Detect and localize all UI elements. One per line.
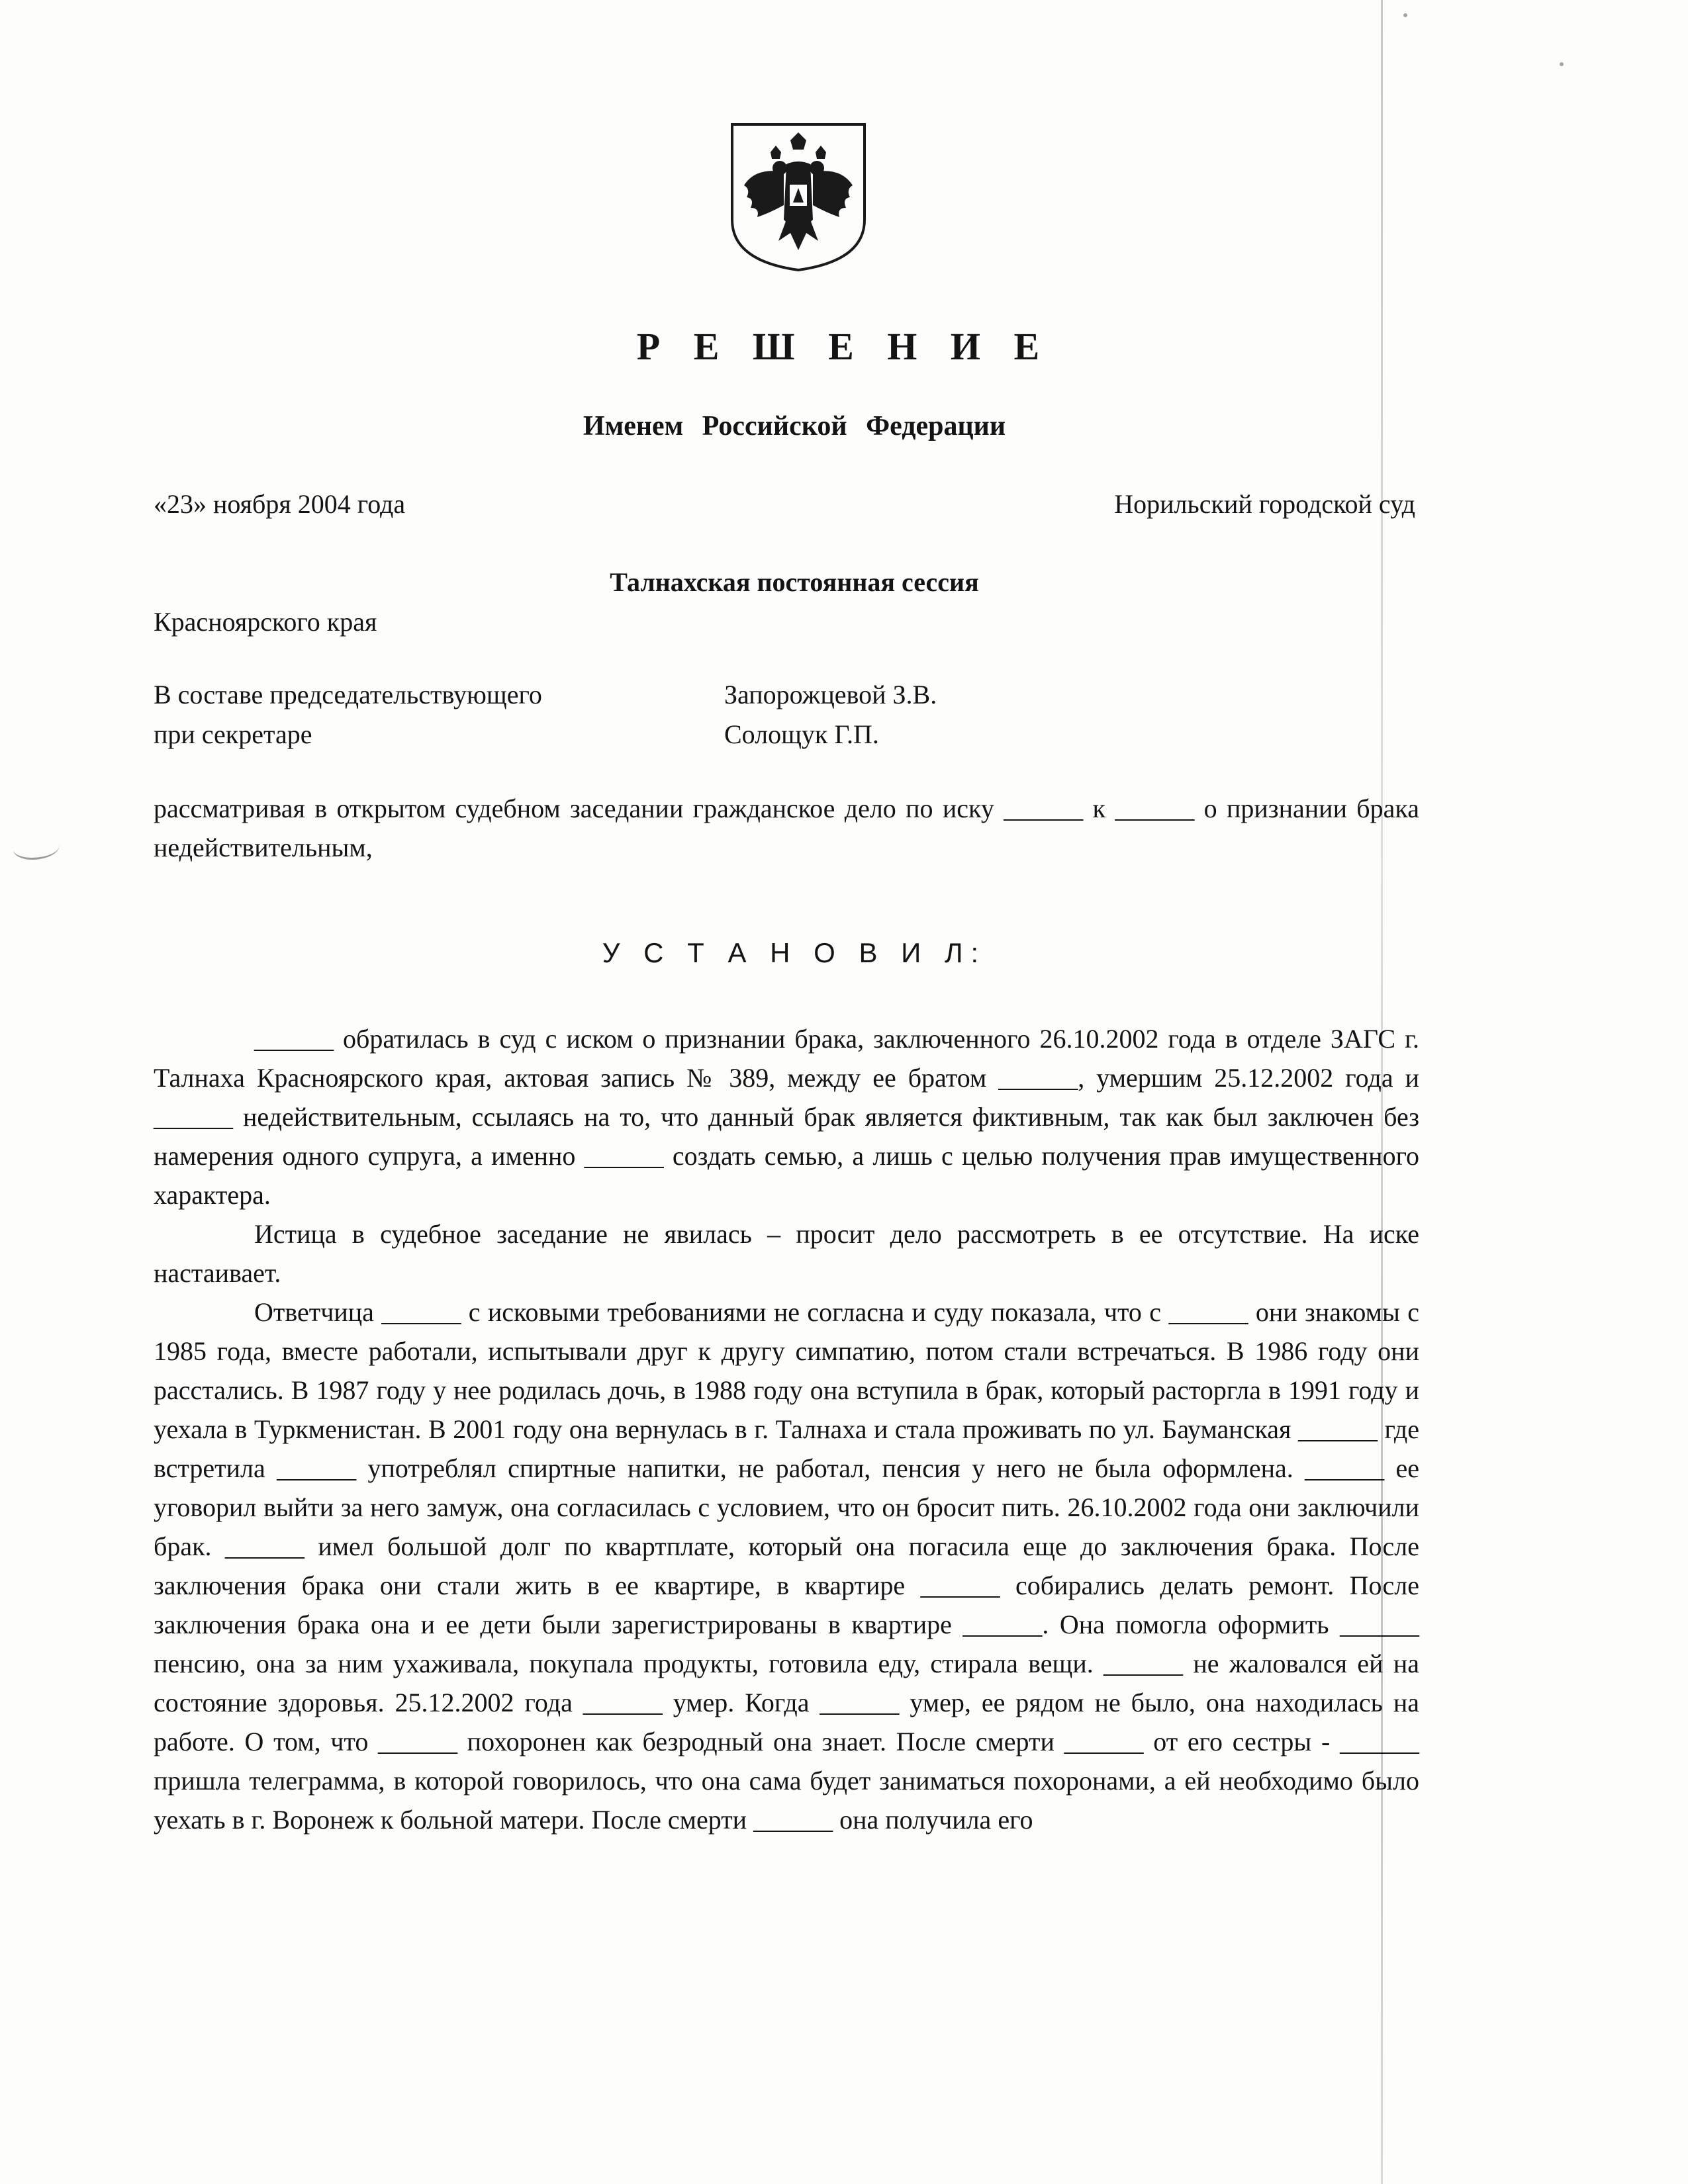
scan-speck (1560, 62, 1564, 66)
scan-speck (1403, 13, 1407, 17)
intro-paragraph: рассматривая в открытом судебном заседании гражданское дело по иску ______ к ______ о признании брака недействительным, (154, 794, 1419, 862)
secretary-value: Солощук Г.П. (724, 719, 879, 749)
section-heading: У С Т А Н О В И Л: (602, 937, 987, 968)
decision-date: «23» ноября 2004 года (154, 489, 406, 519)
document-title: Р Е Ш Е Н И Е (636, 325, 1052, 368)
secretary-label: при секретаре (154, 719, 312, 749)
court-session: Талнахская постоянная сессия (610, 567, 979, 597)
russian-coat-of-arms-emblem (727, 120, 870, 273)
body-paragraph: ______ обратилась в суд с иском о признании брака, заключенного 26.10.2002 года в отделе ЗАГС г. Талнаха Красноярского края, актовая запись № 389, между ее братом ______, умершим 25.12.2002 года и ______ недействительным, ссылаясь на то, что данный брак является фиктивным, так как был заключен без намерения одного супруга, а именно ______ создать семью, а лишь с целью получения прав имущественного характера. (154, 1024, 1419, 1210)
composition-label: В составе председательствующего (154, 680, 542, 709)
document-body (154, 1019, 1419, 1839)
body-paragraph: Истица в судебное заседание не явилась – просит дело рассмотреть в ее отсутствие. На иске настаивает. (154, 1219, 1419, 1288)
court-name: Норильский городской суд (1114, 489, 1415, 519)
document-subtitle: Именем Российской Федерации (583, 411, 1006, 441)
composition-value: Запорожцевой З.В. (724, 680, 937, 709)
body-paragraph: Ответчица ______ с исковыми требованиями не согласна и суду показала, что с ______ они знакомы с 1985 года, вместе работали, испытывали друг к другу симпатию, потом стали встречаться. В 1986 году они расстались. В 1987 году у нее родилась дочь, в 1988 году она вступила в брак, который расторгла в 1991 году и уехала в Туркменистан. В 2001 году она вернулась в г. Талнаха и стала проживать по ул. Бауманская ______ где встретила ______ употреблял спиртные напитки, не работал, пенсия у него не была оформлена. ______ ее уговорил выйти за него замуж, она согласилась с условием, что он бросит пить. 26.10.2002 года они заключили брак. ______ имел большой долг по квартплате, который она погасила еще до заключения брака. После заключения брака они стали жить в ее квартире, в квартире ______ собирались делать ремонт. После заключения брака она и ее дети были зарегистрированы в квартире ______. Она помогла оформить ______ пенсию, она за ним ухаживала, покупала продукты, готовила еду, стирала вещи. ______ не жаловался ей на состояние здоровья. 25.12.2002 года ______ умер. Когда ______ умер, ее рядом не было, она находилась на работе. О том, что ______ похоронен как безродный она знает. После смерти ______ от его сестры - ______ пришла телеграмма, в которой говорилось, что она сама будет заниматься похоронами, а ей необходимо было уехать в г. Воронеж к больной матери. После смерти ______ она получила его (154, 1297, 1419, 1835)
scan-fold-mark (13, 835, 60, 860)
court-region: Красноярского края (154, 607, 377, 637)
